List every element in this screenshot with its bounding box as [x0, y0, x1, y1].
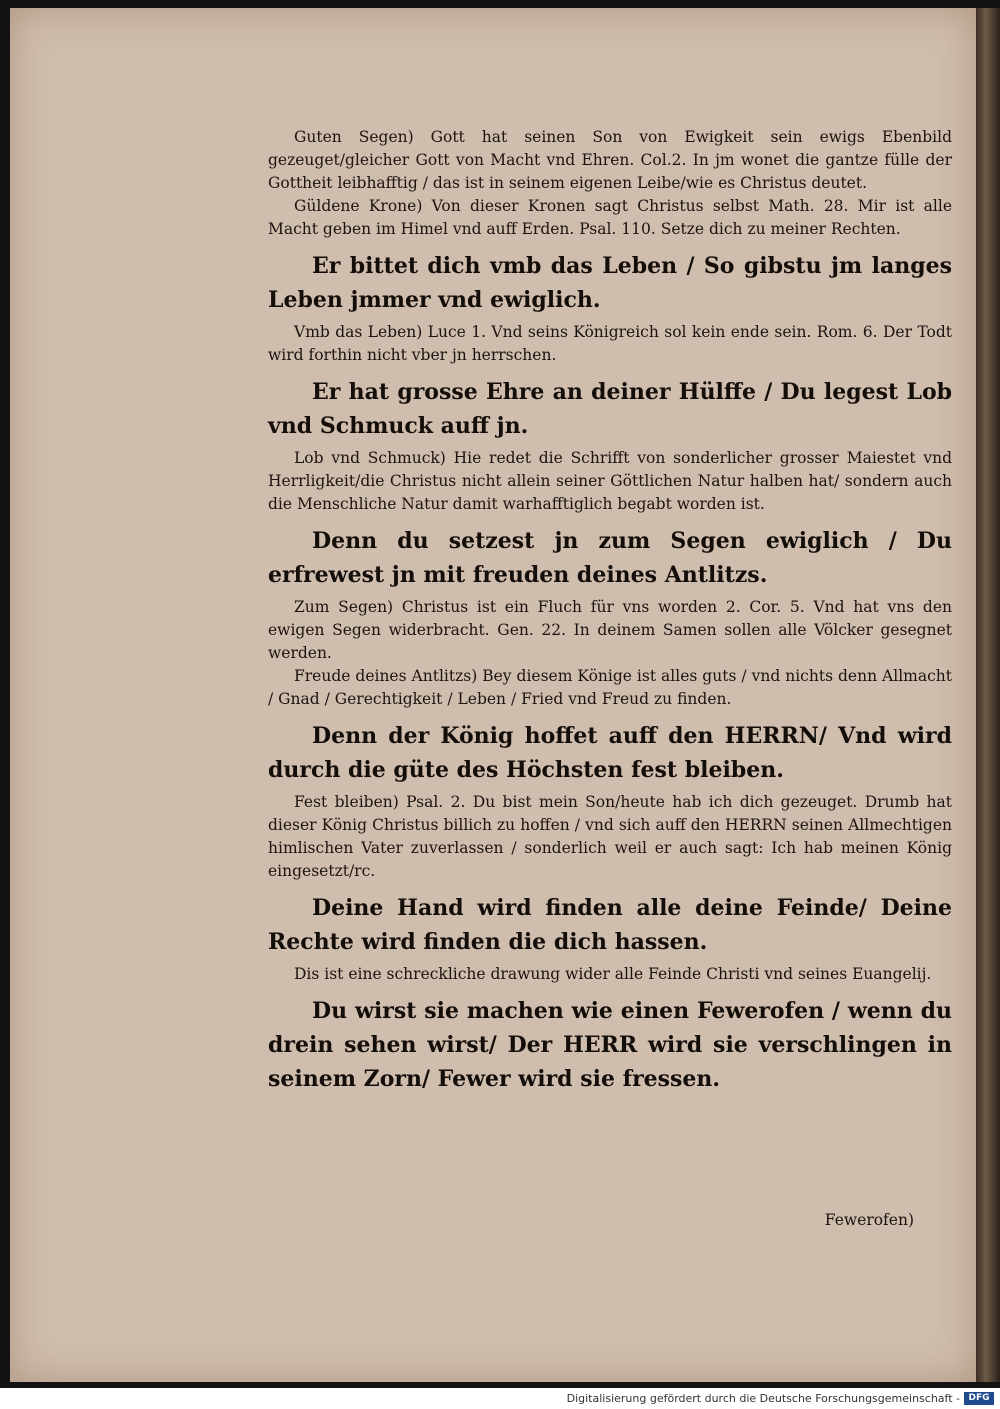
psalm-verse: Er bittet dich vmb das Leben / So gibstu jm langes Leben jmmer vnd ewiglich.	[268, 253, 952, 313]
psalm-verse: Er hat grosse Ehre an deiner Hülffe / Du legest Lob vnd Schmuck auff jn.	[268, 379, 952, 439]
funding-credit: Digitalisierung gefördert durch die Deutsche Forschungsgemeinschaft -	[566, 1392, 960, 1405]
commentary-paragraph: Dis ist eine schreckliche drawung wider alle Feinde Christi vnd seines Euangelij.	[294, 965, 932, 983]
psalm-verse: Du wirst sie machen wie einen Fewerofen / wenn du drein sehen wirst/ Der HERR wird sie verschlingen in seinem Zorn/ Fewer wird sie fressen.	[268, 998, 952, 1092]
digitization-footer	[0, 1388, 1000, 1409]
catchword: Fewerofen)	[824, 1211, 914, 1229]
commentary-paragraph: Guten Segen) Gott hat seinen Son von Ewigkeit sein ewigs Ebenbild gezeuget/gleicher Gott von Macht vnd Ehren. Col.2. In jm wonet die gantze fülle der Gottheit leibhafftig / das ist in seinem eigenen Leibe/wie es Christus deutet.	[268, 128, 952, 192]
psalm-verse: Deine Hand wird finden alle deine Feinde/ Deine Rechte wird finden die dich hassen.	[268, 895, 952, 955]
psalm-verse: Denn der König hoffet auff den HERRN/ Vnd wird durch die güte des Höchsten fest bleiben.	[268, 723, 952, 783]
commentary-paragraph: Fest bleiben) Psal. 2. Du bist mein Son/heute hab ich dich gezeuget. Drumb hat dieser König Christus billich zu hoffen / vnd sich auff den HERRN seinen Allmechtigen himlischen Vater zuverlassen / sonderlich weil er auch sagt: Ich hab meinen König eingesetzt/rc.	[268, 793, 952, 880]
commentary-paragraph: Freude deines Antlitzs) Bey diesem Könige ist alles guts / vnd nichts denn Allmacht / Gnad / Gerechtigkeit / Leben / Fried vnd Freud zu finden.	[268, 667, 952, 708]
commentary-paragraph: Lob vnd Schmuck) Hie redet die Schrifft von sonderlicher grosser Maiestet vnd Herrligkeit/die Christus nicht allein seiner Göttlichen Natur halben hat/ sondern auch die Menschliche Natur damit warhafftiglich begabt worden ist.	[268, 449, 952, 513]
scanned-page	[10, 8, 976, 1382]
book-spine-edge	[976, 8, 1000, 1382]
commentary-paragraph: Güldene Krone) Von dieser Kronen sagt Christus selbst Math. 28. Mir ist alle Macht geben im Himel vnd auff Erden. Psal. 110. Setze dich zu meiner Rechten.	[268, 197, 952, 238]
page-text-block	[268, 126, 952, 1100]
psalm-verse: Denn du setzest jn zum Segen ewiglich / Du erfrewest jn mit freuden deines Antlitzs.	[268, 528, 952, 588]
dfg-logo-icon[interactable]: DFG	[964, 1392, 994, 1405]
commentary-paragraph: Vmb das Leben) Luce 1. Vnd seins Königreich sol kein ende sein. Rom. 6. Der Todt wird forthin nicht vber jn herrschen.	[268, 323, 952, 364]
commentary-paragraph: Zum Segen) Christus ist ein Fluch für vns worden 2. Cor. 5. Vnd hat vns den ewigen Segen widerbracht. Gen. 22. In deinem Samen sollen alle Völcker gesegnet werden.	[268, 598, 952, 662]
